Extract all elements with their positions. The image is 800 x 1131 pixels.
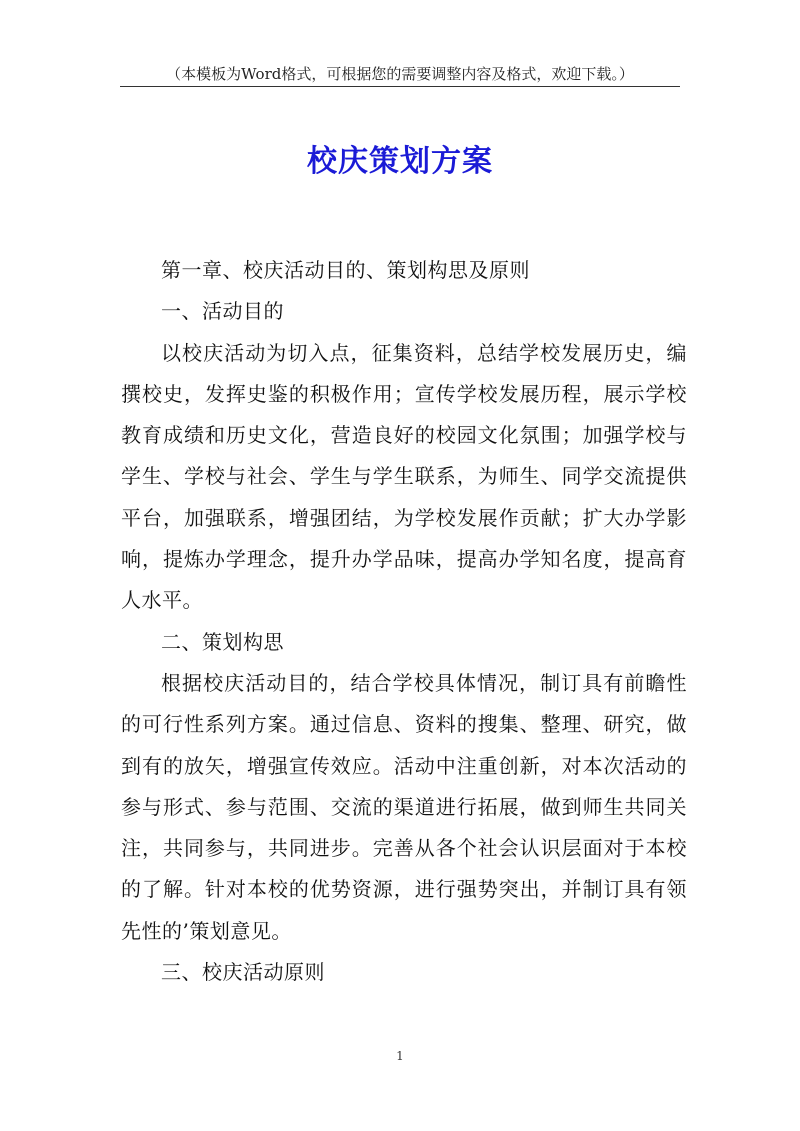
section-heading-purpose: 一、活动目的 — [161, 299, 284, 324]
header-divider — [120, 86, 680, 87]
document-body — [121, 250, 687, 993]
document-title: 校庆策划方案 — [307, 144, 493, 179]
section-heading-concept: 二、策划构思 — [161, 629, 284, 654]
section-heading-principles: 三、校庆活动原则 — [161, 960, 325, 985]
chapter-heading: 第一章、校庆活动目的、策划构思及原则 — [161, 258, 530, 282]
header-note: （本模板为Word格式，可根据您的需要调整内容及格式，欢迎下载。） — [166, 65, 634, 83]
page-number: 1 — [396, 1049, 404, 1063]
paragraph-purpose: 以校庆活动为切入点，征集资料，总结学校发展历史，编撰校史，发挥史鉴的积极作用；宣传学校发展历程，展示学校教育成绩和历史文化，营造良好的校园文化氛围；加强学校与学生、学校与社会、学生与学生联系，为师生、同学交流提供平台，加强联系，增强团结，为学校发展作贡献；扩大办学影响，提炼办学理念，提升办学品味，提高办学知名度，提高育人水平。 — [121, 340, 687, 613]
paragraph-concept: 根据校庆活动目的，结合学校具体情况，制订具有前瞻性的可行性系列方案。通过信息、资料的搜集、整理、研究，做到有的放矢，增强宣传效应。活动中注重创新，对本次活动的参与形式、参与范围、交流的渠道进行拓展，做到师生共同关注，共同参与，共同进步。完善从各个社会认识层面对于本校的了解。针对本校的优势资源，进行强势突出，并制订具有领先性的’策划意见。 — [121, 670, 687, 943]
